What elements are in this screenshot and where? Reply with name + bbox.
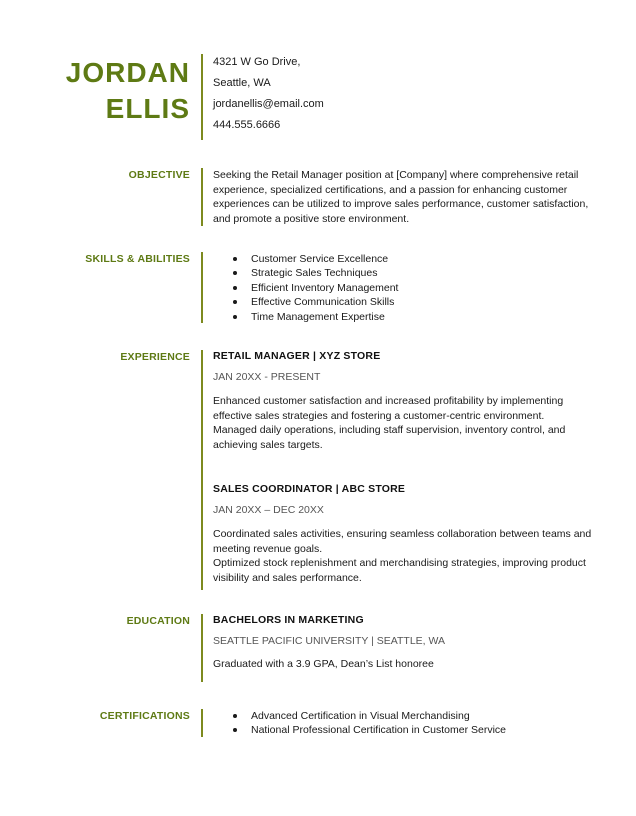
skills-list [213,252,593,324]
name-block [40,55,190,127]
list-item: Advanced Certification in Visual Merchandising [213,709,593,723]
contact-block [213,52,593,136]
list-item: Time Management Expertise [213,310,593,324]
job-title: SALES COORDINATOR | ABC STORE [213,483,406,495]
experience-divider [201,350,203,590]
experience-content [213,350,593,590]
last-name: ELLIS [105,93,190,124]
objective-paragraph: Seeking the Retail Manager position at [Company] where comprehensive retail experience, specialized certifications, and a passion for enhancing customer experiences can be utilized to improve sales performance, customer satisfaction, and promote a positive store environment. [213,169,589,225]
job-description-line: Managed daily operations, including staff supervision, inventory control, and achieving sales targets. [213,424,566,451]
job-title: RETAIL MANAGER | XYZ STORE [213,350,381,362]
education-divider [201,614,203,682]
objective-text [213,168,593,226]
objective-heading: OBJECTIVE [128,169,190,181]
education-heading: EDUCATION [126,615,190,627]
header-divider [201,54,203,140]
certifications-heading: CERTIFICATIONS [99,710,190,722]
education-content [213,614,593,672]
objective-divider [201,168,203,226]
job-entry [213,350,593,452]
job-description-line: Optimized stock replenishment and merchandising strategies, improving product visibility and sales performance. [213,557,586,584]
list-item: Efficient Inventory Management [213,281,593,295]
list-item: Effective Communication Skills [213,295,593,309]
degree-title: BACHELORS IN MARKETING [213,614,364,626]
job-dates: JAN 20XX – DEC 20XX [213,504,324,516]
certifications-list-wrap [213,709,593,738]
job-description-line: Coordinated sales activities, ensuring seamless collaboration between teams and meeting revenue goals. [213,528,592,555]
job-description [213,527,593,585]
list-item: Customer Service Excellence [213,252,593,266]
job-description-line: Enhanced customer satisfaction and increased profitability by implementing effective sales strategies and fostering a customer-centric environment. [213,395,564,422]
list-item: National Professional Certification in Customer Service [213,723,593,737]
first-name: JORDAN [65,57,190,88]
contact-city: Seattle, WA [213,77,271,89]
job-description [213,394,593,452]
skills-heading: SKILLS & ABILITIES [85,253,190,265]
job-dates: JAN 20XX - PRESENT [213,371,321,383]
school-name: SEATTLE PACIFIC UNIVERSITY | SEATTLE, WA [213,635,446,647]
list-item: Strategic Sales Techniques [213,266,593,280]
contact-email: jordanellis@email.com [213,98,324,110]
certifications-list [213,709,593,738]
skills-list-wrap [213,252,593,324]
experience-heading: EXPERIENCE [120,351,190,363]
skills-divider [201,252,203,323]
education-detail: Graduated with a 3.9 GPA, Dean’s List honoree [213,658,434,670]
contact-address: 4321 W Go Drive, [213,56,301,68]
job-entry [213,483,593,585]
contact-phone: 444.555.6666 [213,119,281,131]
certifications-divider [201,709,203,737]
